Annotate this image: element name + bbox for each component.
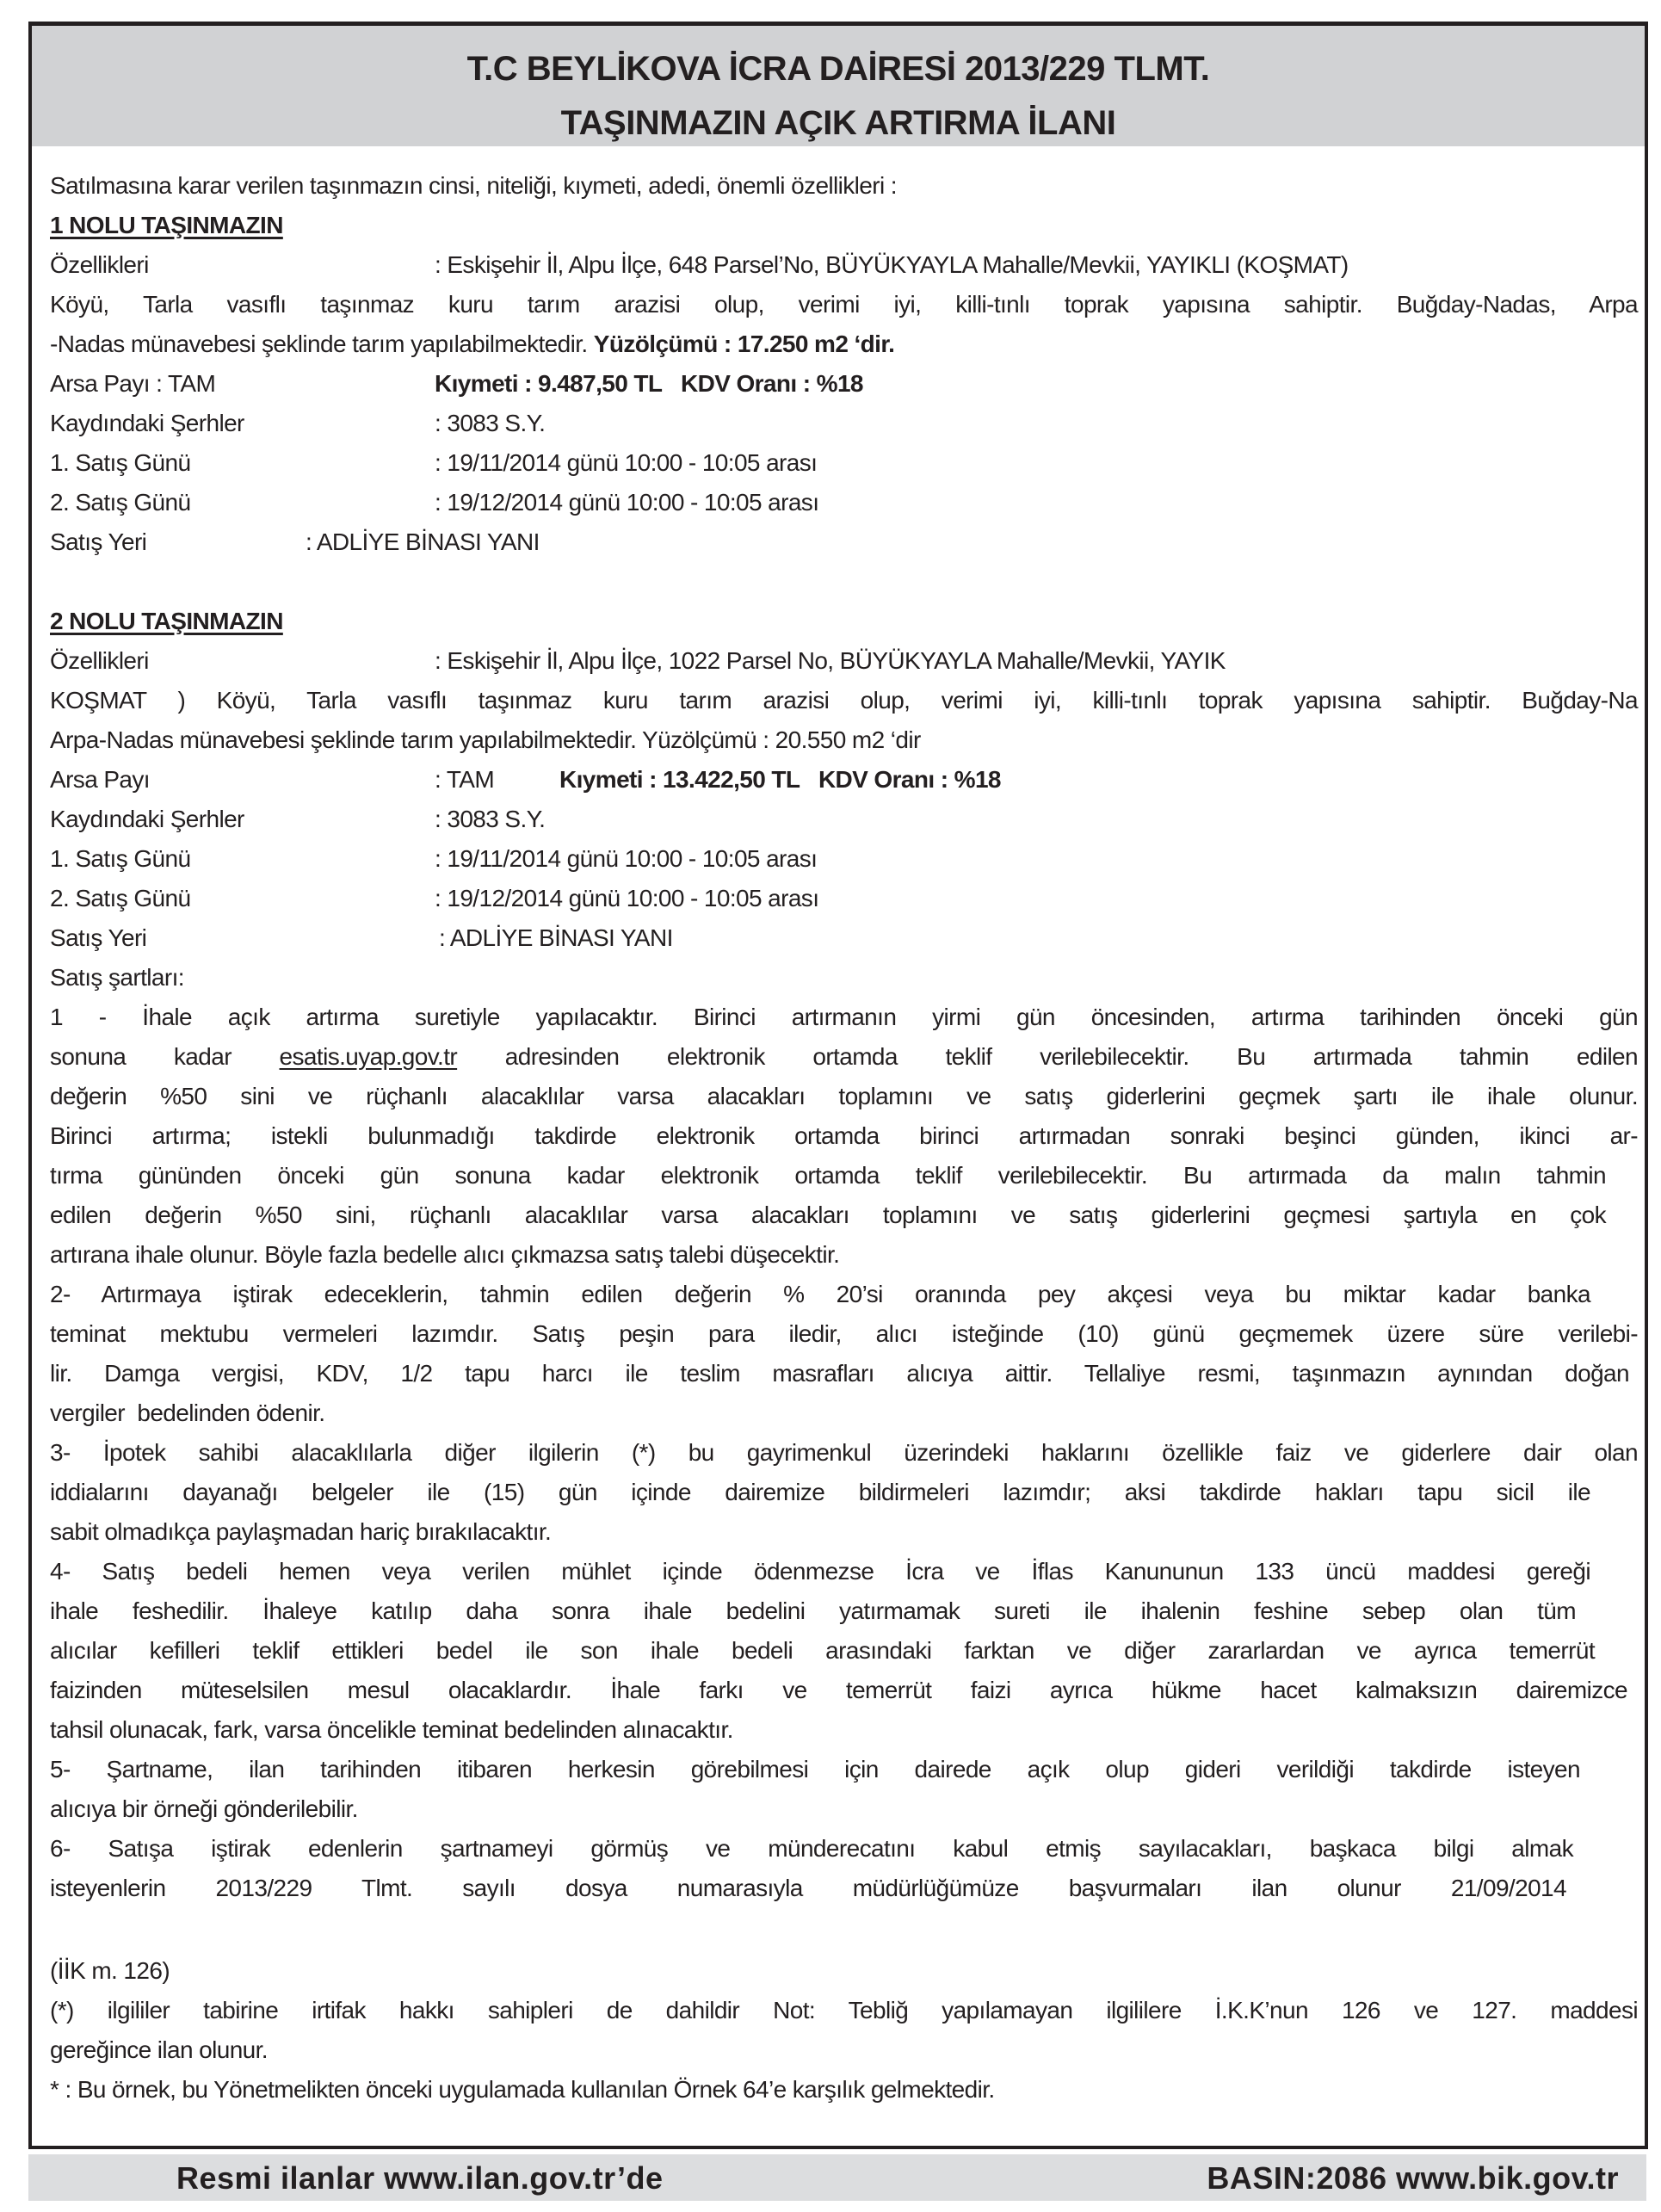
condition2-line: vergiler bedelinden ödenir. — [50, 1399, 325, 1426]
property2-share-label: Arsa Payı — [50, 766, 150, 793]
notice-header — [32, 26, 1645, 146]
condition6-line: 6- Satışa iştirak edenlerin şartnameyi görmüş ve münderecatını kabul etmiş sayılacakları, başkaca bilgi almak — [50, 1835, 1573, 1862]
notice-title-line1: T.C BEYLİKOVA İCRA DAİRESİ 2013/229 TLMT. — [466, 50, 1210, 88]
condition3-line: sabit olmadıkça paylaşmadan hariç bırakılacaktır. — [50, 1518, 552, 1545]
property2-value — [559, 763, 1001, 797]
property2-annotations-value: : 3083 S.Y. — [435, 806, 546, 832]
property2-desc-line3: Arpa-Nadas münavebesi şeklinde tarım yapılabilmektedir. Yüzölçümü : 20.550 m2 ‘dir — [50, 726, 921, 753]
property2-features-label: Özellikleri — [50, 647, 149, 674]
note2-line: * : Bu örnek, bu Yönetmelikten önceki uygulamada kullanılan Örnek 64’e karşılık gelmektedir. — [50, 2076, 995, 2103]
note1-line: gereğince ilan olunur. — [50, 2036, 268, 2063]
property1-heading: 1 NOLU TAŞINMAZIN — [50, 212, 283, 238]
footer-bar — [28, 2154, 1646, 2201]
footer-ilan-link[interactable]: Resmi ilanlar www.ilan.gov.tr’de — [176, 2160, 664, 2196]
footer-bik-link[interactable]: BASIN:2086 www.bik.gov.tr — [1207, 2160, 1619, 2196]
condition3-line: iddialarını dayanağı belgeler ile (15) gün içinde dairemize bildirmeleri lazımdır; aksi takdirde hakları tapu sicil ile — [50, 1479, 1590, 1505]
condition6-line: isteyenlerin 2013/229 Tlmt. sayılı dosya numarasıyla müdürlüğümüze başvurmaları ilan olunur 21/09/2014 — [50, 1875, 1566, 1901]
property2-place-value: : ADLİYE BİNASI YANI — [439, 924, 673, 951]
condition5-line: 5- Şartname, ilan tarihinden itibaren herkesin görebilmesi için dairede açık olup gideri verildiği takdirde isteyen — [50, 1756, 1580, 1783]
property2-annotations-label: Kaydındaki Şerhler — [50, 806, 244, 832]
property1-features-value: : Eskişehir İl, Alpu İlçe, 648 Parsel’No, BÜYÜKYAYLA Mahalle/Mevkii, YAYIKLI (KOŞMAT) — [435, 251, 1349, 278]
condition4-line: 4- Satış bedeli hemen veya verilen mühlet içinde ödenmezse İcra ve İflas Kanununun 133 üncü maddesi gereği — [50, 1558, 1590, 1585]
condition1-line: 1 - İhale açık artırma suretiyle yapılacaktır. Birinci artırmanın yirmi gün öncesinden, artırma tarihinden önceki gün — [50, 1004, 1638, 1030]
property2-sale2-value: : 19/12/2014 günü 10:00 - 10:05 arası — [435, 885, 819, 911]
condition1-line: tırma gününden önceki gün sonuna kadar elektronik ortamda teklif verilebilecektir. Bu artırmada da malın tahmin — [50, 1162, 1606, 1189]
property1-sale2-label: 2. Satış Günü — [50, 489, 191, 516]
property2-sale2-label: 2. Satış Günü — [50, 885, 191, 911]
condition4-line: alıcılar kefilleri teklif ettikleri bedel ile son ihale bedeli arasındaki farktan ve diğer zararlardan ve ayrıca temerrüt — [50, 1637, 1595, 1664]
property1-desc-line2: Köyü, Tarla vasıflı taşınmaz kuru tarım arazisi olup, verimi iyi, killi-tınlı toprak yapısına sahiptir. Buğday-Nadas, Arpa — [50, 291, 1638, 318]
property1-kdv: KDV Oranı : %18 — [680, 370, 863, 397]
condition1-line: sonuna kadar esatis.uyap.gov.tr adresinden elektronik ortamda teklif verilebilecektir. Bu artırmada tahmin edilen — [50, 1043, 1639, 1070]
property1-desc-line3: -Nadas münavebesi şeklinde tarım yapılabilmektedir. Yüzölçümü : 17.250 m2 ‘dir. — [50, 331, 895, 357]
property1-annotations-label: Kaydındaki Şerhler — [50, 410, 244, 436]
iik-reference: (İİK m. 126) — [50, 1957, 170, 1984]
condition4-line: tahsil olunacak, fark, varsa öncelikle teminat bedelinden alınacaktır. — [50, 1716, 733, 1743]
property1-annotations-value: : 3083 S.Y. — [435, 410, 546, 436]
notice-title-line2: TAŞINMAZIN AÇIK ARTIRMA İLANI — [560, 104, 1116, 142]
property1-sale1-value: : 19/11/2014 günü 10:00 - 10:05 arası — [435, 449, 818, 476]
property2-kdv: KDV Oranı : %18 — [818, 766, 1001, 793]
intro-line: Satılmasına karar verilen taşınmazın cinsi, niteliği, kıymeti, adedi, önemli özellikleri : — [50, 172, 897, 199]
note1-line: (*) ilgililer tabirine irtifak hakkı sahipleri de dahildir Not: Tebliğ yapılamayan ilgililere İ.K.K’nun 126 ve 127. maddesi — [50, 1997, 1638, 2024]
property1-place-label: Satış Yeri — [50, 528, 147, 555]
property1-features-label: Özellikleri — [50, 251, 149, 278]
condition2-line: teminat mektubu vermeleri lazımdır. Satış peşin para iledir, alıcı isteğinde (10) günü geçmemek üzere süre verilebi- — [50, 1320, 1638, 1347]
property2-features-value: : Eskişehir İl, Alpu İlçe, 1022 Parsel No, BÜYÜKYAYLA Mahalle/Mevkii, YAYIK — [435, 647, 1226, 674]
conditions-heading: Satış şartları: — [50, 964, 184, 991]
property1-value — [435, 367, 863, 401]
property1-sale1-label: 1. Satış Günü — [50, 449, 191, 476]
property1-kiymeti: Kıymeti : 9.487,50 TL — [435, 370, 663, 397]
property2-heading: 2 NOLU TAŞINMAZIN — [50, 608, 283, 634]
condition1-line: artırana ihale olunur. Böyle fazla bedelle alıcı çıkmazsa satış talebi düşecektir. — [50, 1241, 840, 1268]
condition4-line: ihale feshedilir. İhaleye katılıp daha sonra ihale bedelini yatırmamak sureti ile ihalenin feshine sebep olan tüm — [50, 1597, 1576, 1624]
property2-sale1-value: : 19/11/2014 günü 10:00 - 10:05 arası — [435, 845, 818, 872]
condition1-line: değerin %50 sini ve rüçhanlı alacaklılar varsa alacakları toplamını ve satış giderlerini geçmek şartı ile ihale olunur. — [50, 1083, 1638, 1109]
property1-area: Yüzölçümü : 17.250 m2 ‘dir. — [593, 331, 895, 357]
esatis-link[interactable]: esatis.uyap.gov.tr — [279, 1043, 458, 1070]
property2-desc-line2: KOŞMAT ) Köyü, Tarla vasıflı taşınmaz kuru tarım arazisi olup, verimi iyi, killi-tınlı toprak yapısına sahiptir. Buğday-Na — [50, 687, 1638, 714]
condition4-line: faizinden müteselsilen mesul olacaklardır. İhale farkı ve temerrüt faizi ayrıca hükme hacet kalmaksızın dairemizce — [50, 1677, 1627, 1703]
condition1-line: edilen değerin %50 sini, rüçhanlı alacaklılar varsa alacakları toplamını ve satış giderlerini geçmesi şartıyla en çok — [50, 1202, 1606, 1228]
condition3-line: 3- İpotek sahibi alacaklılarla diğer ilgilerin (*) bu gayrimenkul üzerindeki haklarını özellikle faiz ve giderlere dair olan — [50, 1439, 1638, 1466]
condition5-line: alıcıya bir örneği gönderilebilir. — [50, 1795, 358, 1822]
property1-sale2-value: : 19/12/2014 günü 10:00 - 10:05 arası — [435, 489, 819, 516]
property2-sale1-label: 1. Satış Günü — [50, 845, 191, 872]
property2-share-value: : TAM — [435, 766, 495, 793]
property1-share: Arsa Payı : TAM — [50, 370, 216, 397]
condition1-line: Birinci artırma; istekli bulunmadığı takdirde elektronik ortamda birinci artırmadan sonraki beşinci günden, ikinci ar- — [50, 1122, 1638, 1149]
condition2-line: lir. Damga vergisi, KDV, 1/2 tapu harcı ile teslim masrafları alıcıya aittir. Tellaliye resmi, taşınmazın aynından doğan — [50, 1360, 1629, 1387]
property2-place-label: Satış Yeri — [50, 924, 147, 951]
condition2-line: 2- Artırmaya iştirak edeceklerin, tahmin edilen değerin % 20’si oranında pey akçesi veya bu miktar kadar banka — [50, 1281, 1590, 1307]
property2-kiymeti: Kıymeti : 13.422,50 TL — [559, 766, 800, 793]
property1-place-value: : ADLİYE BİNASI YANI — [306, 528, 540, 555]
